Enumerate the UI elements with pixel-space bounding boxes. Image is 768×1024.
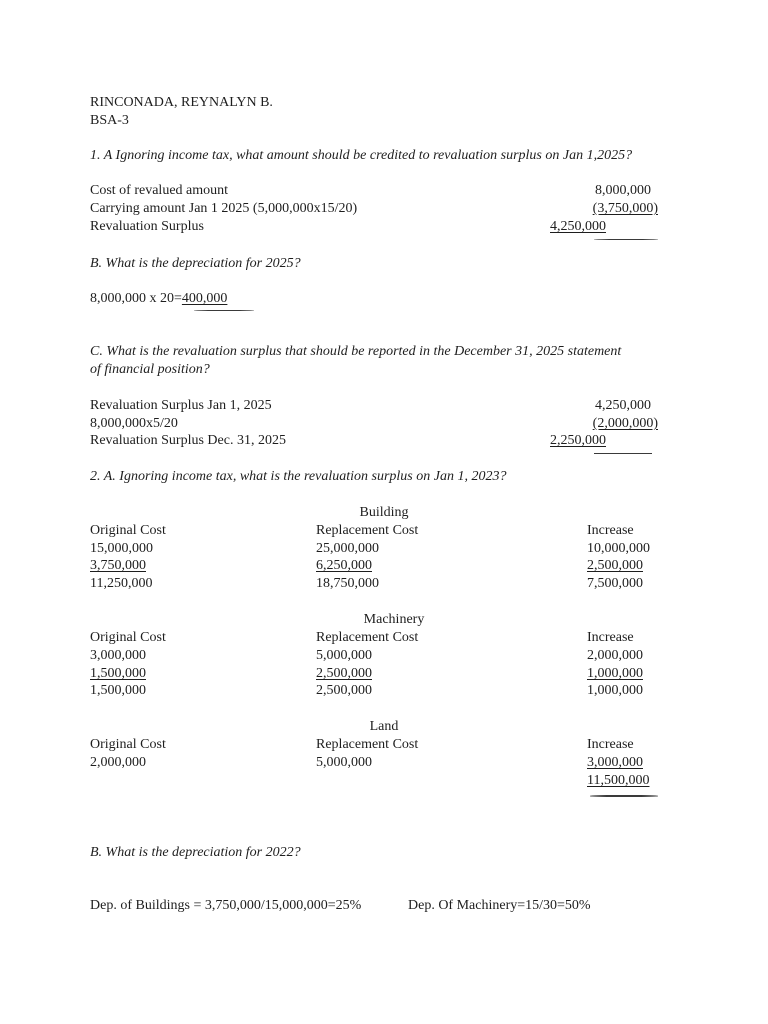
building-cell: 3,750,000 [90,558,146,573]
q1c-row-value: (2,000,000) [592,416,658,431]
machinery-cell: 1,000,000 [587,666,643,681]
handwritten-double-underline [590,795,658,797]
q1b-answer-line [90,290,227,307]
q2b-question: B. What is the depreciation for 2022? [90,845,301,860]
q1a-row-value: (3,750,000) [592,201,658,216]
machinery-header: Increase [587,630,634,645]
land-header: Increase [587,737,634,752]
handwritten-double-underline [594,453,652,454]
q1a-row-label: Cost of revalued amount [90,183,229,198]
land-cell: 5,000,000 [316,755,372,770]
building-cell: 6,250,000 [316,558,372,573]
machinery-header: Original Cost [90,630,166,645]
q1a-row-label: Carrying amount Jan 1 2025 (5,000,000x15/20) [90,201,358,216]
q1a-total-value: 4,250,000 [550,219,606,234]
q1c-row-label: Revaluation Surplus Dec. 31, 2025 [90,433,286,448]
land-title: Land [369,719,399,734]
q1a-row-value: 8,000,000 [595,183,651,198]
q1b-answer: 400,000 [181,291,228,306]
building-header: Original Cost [90,523,166,538]
dep-buildings: Dep. of Buildings = 3,750,000/15,000,000=25% [90,898,362,913]
building-cell: 7,500,000 [587,576,643,591]
q2a-question: 2. A. Ignoring income tax, what is the revaluation surplus on Jan 1, 2023? [90,469,507,484]
building-header: Increase [587,523,634,538]
machinery-cell: 2,000,000 [587,648,643,663]
q1c-row-label: Revaluation Surplus Jan 1, 2025 [90,398,272,413]
student-course: BSA-3 [90,113,129,128]
q1a-row-label: Revaluation Surplus [90,219,204,234]
machinery-cell: 1,500,000 [90,683,146,698]
q1b-question: B. What is the depreciation for 2025? [90,256,301,271]
land-header: Replacement Cost [316,737,419,752]
q1c-total-value: 2,250,000 [550,433,606,448]
dep-machinery: Dep. Of Machinery=15/30=50% [408,898,591,913]
land-cell: 3,000,000 [587,755,643,770]
q1b-computation: 8,000,000 x 20= [90,291,182,306]
machinery-cell: 3,000,000 [90,648,146,663]
land-cell: 2,000,000 [90,755,146,770]
building-cell: 2,500,000 [587,558,643,573]
machinery-cell: 1,000,000 [587,683,643,698]
machinery-cell: 5,000,000 [316,648,372,663]
q1c-question: C. What is the revaluation surplus that should be reported in the December 31, 2025 statement [90,344,622,359]
building-cell: 11,250,000 [90,576,153,591]
land-header: Original Cost [90,737,166,752]
machinery-cell: 2,500,000 [316,683,372,698]
building-title: Building [359,505,409,520]
machinery-title: Machinery [363,612,425,627]
q1c-row-label: 8,000,000x5/20 [90,416,178,431]
handwritten-double-underline [194,310,254,311]
q1c-question-cont: of financial position? [90,362,210,377]
q1a-question: 1. A Ignoring income tax, what amount should be credited to revaluation surplus on Jan 1,2025? [90,148,633,163]
building-cell: 15,000,000 [90,541,153,556]
student-name: RINCONADA, REYNALYN B. [90,95,273,110]
building-cell: 25,000,000 [316,541,379,556]
handwritten-double-underline [594,239,658,240]
q1c-row-value: 4,250,000 [595,398,651,413]
building-cell: 18,750,000 [316,576,379,591]
building-header: Replacement Cost [316,523,419,538]
machinery-header: Replacement Cost [316,630,419,645]
total-revaluation-surplus: 11,500,000 [587,773,650,788]
machinery-cell: 2,500,000 [316,666,372,681]
machinery-cell: 1,500,000 [90,666,146,681]
building-cell: 10,000,000 [587,541,650,556]
